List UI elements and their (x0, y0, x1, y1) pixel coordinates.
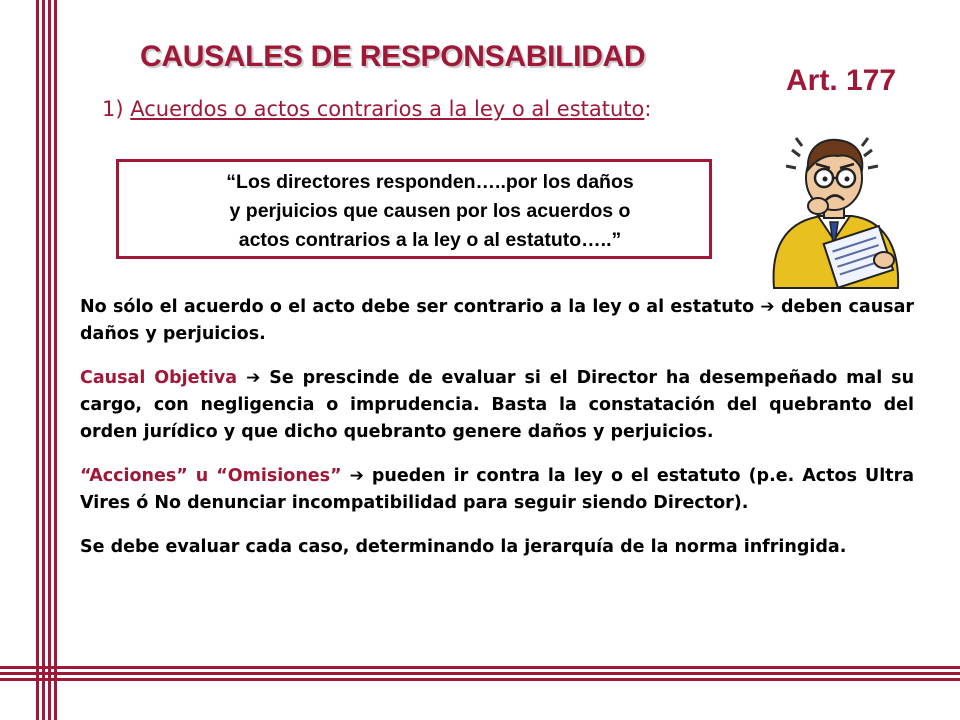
p2-highlight: Causal Objetiva (80, 368, 238, 388)
arrow-right-icon: ➔ (760, 297, 775, 317)
worried-man-reading-document-icon (752, 120, 912, 290)
body-text (80, 294, 914, 578)
frame-line-left-1 (36, 0, 39, 720)
arrow-right-icon: ➔ (246, 368, 261, 388)
paragraph-1 (80, 294, 914, 348)
section-heading-colon: : (644, 97, 652, 121)
article-label: Art. 177 (786, 64, 897, 97)
frame-line-left-3 (48, 0, 51, 720)
section-heading (102, 97, 651, 121)
quote-line-1: “Los directores responden…..por los daños (226, 171, 634, 193)
section-heading-text: Acuerdos o actos contrarios a la ley o al estatuto (130, 97, 645, 121)
frame-line-bottom-1 (0, 666, 960, 669)
paragraph-2 (80, 365, 914, 446)
section-number: 1) (102, 97, 124, 121)
p1-consequence: deben causar daños y perjuicios. (80, 297, 915, 344)
p4-text: Se debe evaluar cada caso, determinando la jerarquía de la norma infringida. (80, 537, 847, 557)
p1-text: No sólo el acuerdo o el acto debe ser contrario a la ley o al estatuto (80, 297, 755, 317)
quote-line-2: y perjuicios que causen por los acuerdos o (229, 200, 631, 222)
frame-line-bottom-3 (0, 678, 960, 681)
p3-text: pueden ir contra la ley o el estatuto (p.e. Actos Ultra Vires ó No denunciar incompatibilidad para seguir siendo Director). (80, 466, 915, 513)
frame-line-left-2 (42, 0, 45, 720)
arrow-right-icon: ➔ (349, 466, 364, 486)
quote-text (160, 168, 700, 255)
quote-line-3: actos contrarios a la ley o al estatuto…..” (238, 229, 622, 251)
frame-line-left-4 (54, 0, 57, 720)
paragraph-3 (80, 463, 914, 517)
slide-title: CAUSALES DE RESPONSABILIDAD (140, 40, 646, 73)
frame-line-bottom-2 (0, 672, 960, 675)
paragraph-4 (80, 534, 914, 561)
p3-highlight: “Acciones” u “Omisiones” (80, 466, 342, 486)
p2-text: Se prescinde de evaluar si el Director ha desempeñado mal su cargo, con negligencia o imprudencia. Basta la constatación del quebranto del orden jurídico y que dicho quebranto genere daños y perjuicios. (80, 368, 915, 442)
